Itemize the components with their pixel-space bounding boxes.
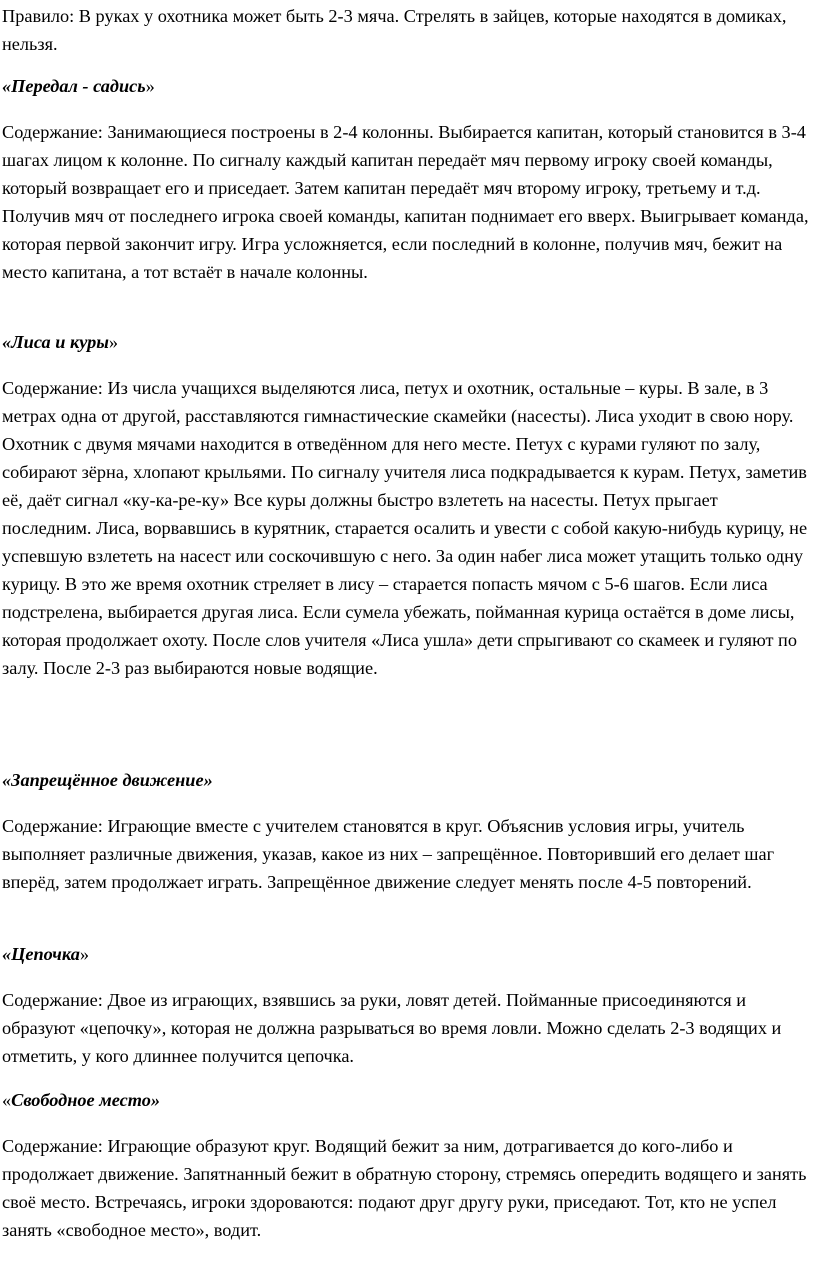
title-open-quote: « <box>2 1090 12 1110</box>
game-title-tsepochka <box>2 940 89 968</box>
title-open-quote: « <box>2 76 12 96</box>
title-close-quote: » <box>145 76 155 96</box>
title-text: Цепочка <box>11 944 80 964</box>
game-title-peredal-sadis <box>2 72 155 100</box>
title-open-quote: « <box>2 944 12 964</box>
title-open-quote: « <box>2 332 12 352</box>
game-content-zapreshchennoe-dvizhenie: Содержание: Играющие вместе с учителем становятся в круг. Объяснив условия игры, учитель выполняет различные движения, указав, какое из них – запрещённое. Повторивший его делает шаг вперёд, затем продолжает играть. Запрещённое движение следует менять после 4-5 повторений. <box>2 816 775 892</box>
title-text: Передал - садись <box>11 76 146 96</box>
title-close-quote: » <box>108 332 119 352</box>
title-open-quote: « <box>2 770 12 790</box>
rule-paragraph: Правило: В руках у охотника может быть 2-3 мяча. Стрелять в зайцев, которые находятся в домиках, нельзя. <box>2 6 787 54</box>
game-title-lisa-i-kury <box>2 328 118 356</box>
game-content-tsepochka: Содержание: Двое из играющих, взявшись за руки, ловят детей. Пойманные присоединяются и образуют «цепочку», которая не должна разрываться во время ловли. Можно сделать 2-3 водящих и отметить, у кого длиннее получится цепочка. <box>2 990 782 1066</box>
game-content-svobodnoe-mesto: Содержание: Играющие образуют круг. Водящий бежит за ним, дотрагивается до кого-либо и продолжает движение. Запятнанный бежит в обратную сторону, стремясь опередить водящего и занять своё место. Встречаясь, игроки здороваются: подают друг другу руки, приседают. Тот, кто не успел занять «свободное место», водит. <box>2 1136 807 1240</box>
title-text: Свободное место <box>11 1090 151 1110</box>
game-title-zapreshchennoe-dvizhenie <box>2 766 213 794</box>
title-close-quote: » <box>150 1090 160 1110</box>
title-close-quote: » <box>79 944 89 964</box>
game-content-peredal-sadis: Содержание: Занимающиеся построены в 2-4 колонны. Выбирается капитан, который становится в 3-4 шагах лицом к колонне. По сигналу каждый капитан передаёт мяч первому игроку своей команды, который возвращает его и приседает. Затем капитан передаёт мяч второму игроку, третьему и т.д. Получив мяч от последнего игрока своей команды, капитан поднимает его вверх. Выигрывает команда, которая первой закончит игру. Игра усложняется, если последний в колонне, получив мяч, бежит на место капитана, а тот встаёт в начале колонны. <box>2 122 809 282</box>
title-text: Лиса и куры <box>11 332 109 352</box>
title-close-quote: » <box>203 770 213 790</box>
game-title-svobodnoe-mesto <box>2 1086 160 1114</box>
game-content-lisa-i-kury: Содержание: Из числа учащихся выделяются лиса, петух и охотник, остальные – куры. В зале, в 3 метрах одна от другой, расставляются гимнастические скамейки (насесты). Лиса уходит в свою нору. Охотник с двумя мячами находится в отведённом для него месте. Петух с курами гуляют по залу, собирают зёрна, хлопают крыльями. По сигналу учителя лиса подкрадывается к курам. Петух, заметив её, даёт сигнал «ку-ка-ре-ку» Все куры должны быстро взлететь на насесты. Петух прыгает последним. Лиса, ворвавшись в курятник, старается осалить и увести с собой какую-нибудь курицу, не успевшую взлететь на насест или соскочившую с него. За один набег лиса может утащить только одну курицу. В это же время охотник стреляет в лису – старается попасть мячом с 5-6 шагов. Если лиса подстрелена, выбирается другая лиса. Если сумела убежать, пойманная курица остаётся в доме лисы, которая продолжает охоту. После слов учителя «Лиса ушла» дети спрыгивают со скамеек и гуляют по залу. После 2-3 раз выбираются новые водящие. <box>2 378 808 678</box>
title-text: Запрещённое движение <box>11 770 204 790</box>
